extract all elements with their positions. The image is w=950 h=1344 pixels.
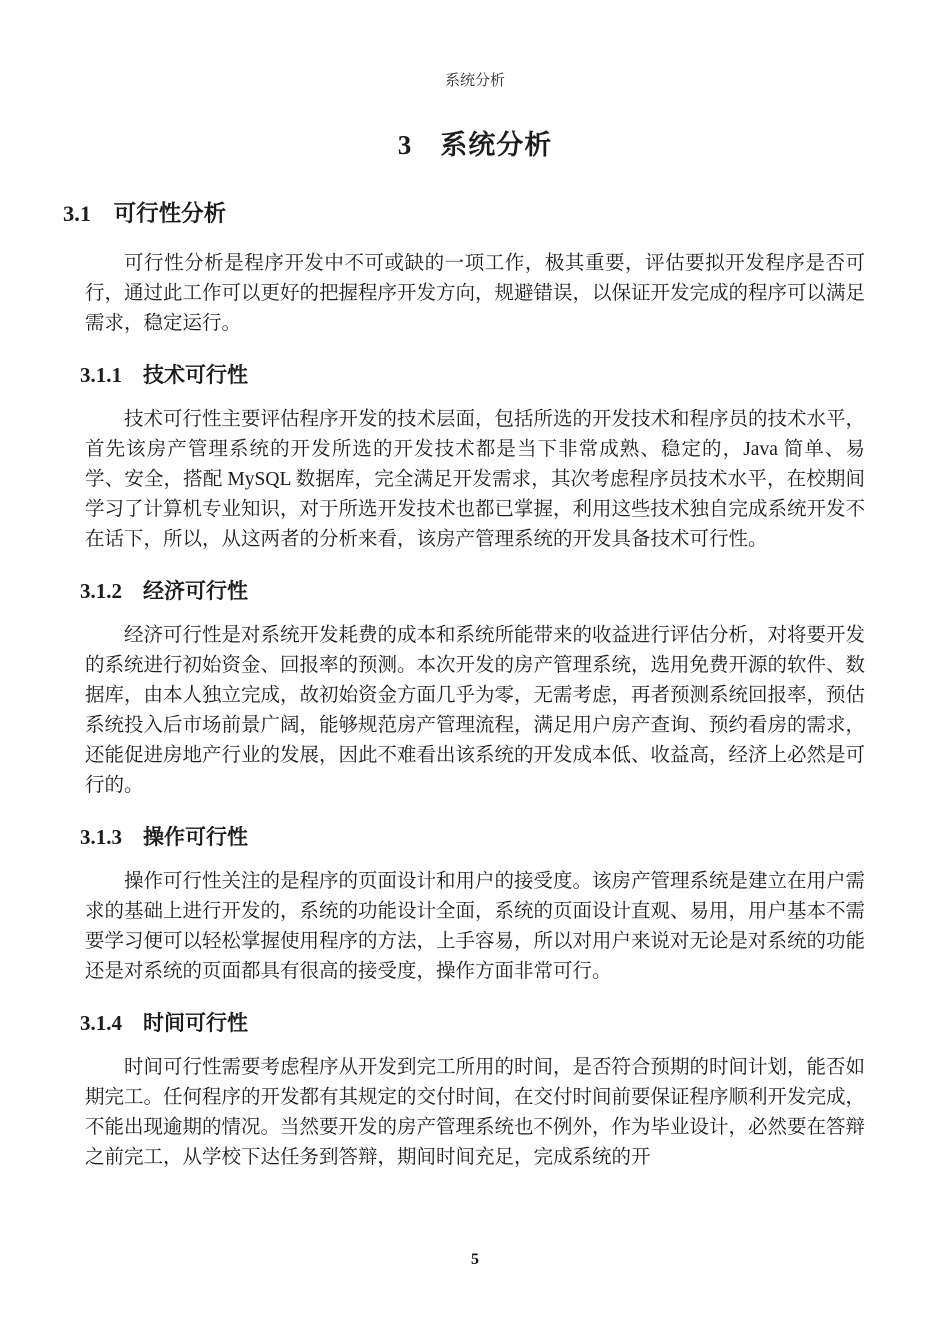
section-feasibility-analysis [63,199,866,339]
section-technical-feasibility [80,361,866,555]
section-economic-feasibility [80,577,866,801]
heading-3-1-4: 3.1.4 时间可行性 [80,1011,248,1035]
running-header [0,70,950,92]
section-operational-feasibility [80,823,866,987]
heading-3-1: 3.1 可行性分析 [63,201,227,226]
running-header-title: 系统分析 [444,73,505,89]
paragraph-feasibility-intro: 可行性分析是程序开发中不可或缺的一项工作，极其重要，评估要拟开发程序是否可行，通过此工作可以更好的把握程序开发方向，规避错误，以保证开发完成的程序可以满足需求，稳定运行。 [85,253,866,334]
paragraph-economic-feasibility: 经济可行性是对系统开发耗费的成本和系统所能带来的收益进行评估分析，对将要开发的系统进行初始资金、回报率的预测。本次开发的房产管理系统，选用免费开源的软件、数据库，由本人独立完成，故初始资金方面几乎为零，无需考虑，再者预测系统回报率，预估系统投入后市场前景广阔，能够规范房产管理流程，满足用户房产查询、预约看房的需求，还能促进房地产行业的发展，因此不难看出该系统的开发成本低、收益高，经济上必然是可行的。 [85,625,866,796]
heading-3-1-1: 3.1.1 技术可行性 [80,363,248,387]
page-footer [0,1250,950,1270]
page-number: 5 [471,1251,479,1268]
page-content [63,128,866,1173]
section-time-feasibility [80,1009,866,1173]
heading-3-1-3: 3.1.3 操作可行性 [80,825,248,849]
chapter-title: 3 系统分析 [397,130,553,160]
heading-3-1-2: 3.1.2 经济可行性 [80,579,248,603]
paragraph-operational-feasibility: 操作可行性关注的是程序的页面设计和用户的接受度。该房产管理系统是建立在用户需求的基础上进行开发的，系统的功能设计全面，系统的页面设计直观、易用，用户基本不需要学习便可以轻松掌握使用程序的方法，上手容易，所以对用户来说对无论是对系统的功能还是对系统的页面都具有很高的接受度，操作方面非常可行。 [85,871,866,982]
paragraph-technical-feasibility: 技术可行性主要评估程序开发的技术层面，包括所选的开发技术和程序员的技术水平，首先该房产管理系统的开发所选的开发技术都是当下非常成熟、稳定的，Java 简单、易学、安全，搭配 MySQL 数据库，完全满足开发需求，其次考虑程序员技术水平，在校期间学习了计算机专业知识，对于所选开发技术也都已掌握，利用这些技术独自完成系统开发不在话下，所以，从这两者的分析来看，该房产管理系统的开发具备技术可行性。 [85,409,866,550]
paragraph-time-feasibility: 时间可行性需要考虑程序从开发到完工所用的时间，是否符合预期的时间计划，能否如期完工。任何程序的开发都有其规定的交付时间，在交付时间前要保证程序顺利开发完成，不能出现逾期的情况。当然要开发的房产管理系统也不例外，作为毕业设计，必然要在答辩之前完工，从学校下达任务到答辩，期间时间充足，完成系统的开 [85,1057,866,1168]
